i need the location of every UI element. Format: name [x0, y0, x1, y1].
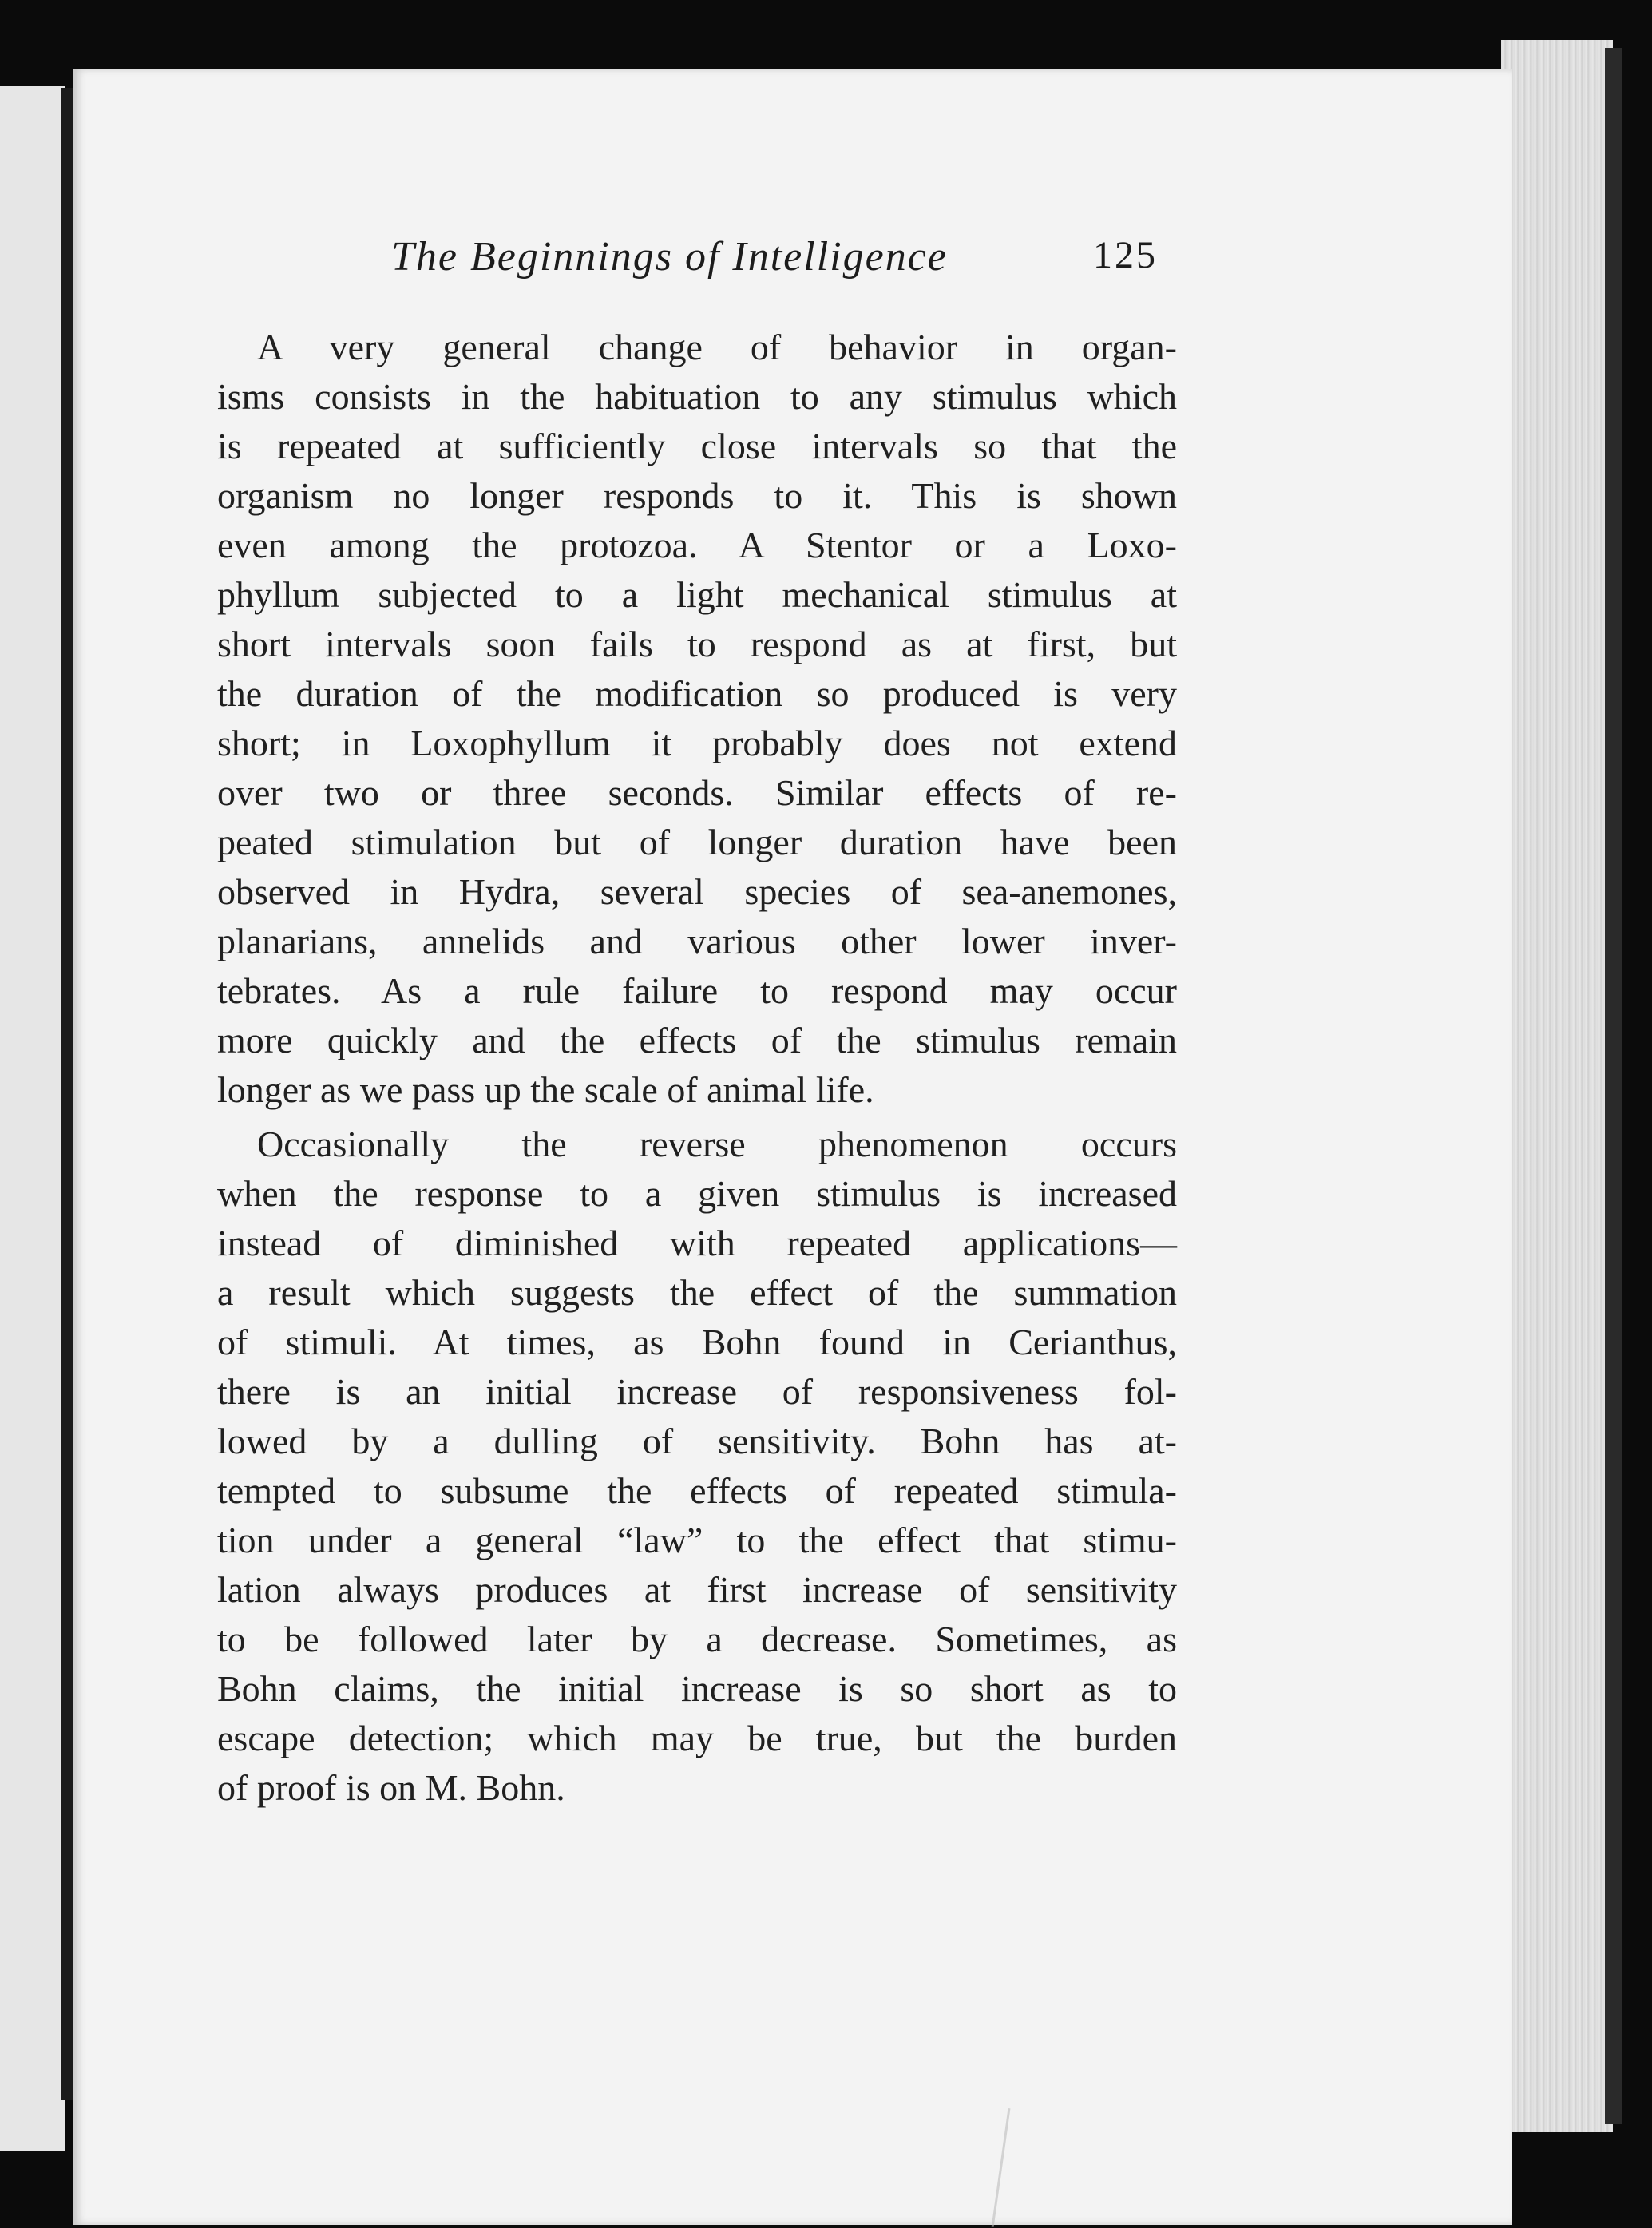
text-line: planarians, annelids and various other lower inver-: [217, 921, 1177, 961]
text-line: of proof is on M. Bohn.: [217, 1767, 565, 1808]
text-line: tion under a general “law” to the effect that stimu-: [217, 1520, 1177, 1560]
text-line: organism no longer responds to it. This is shown: [217, 475, 1177, 516]
text-line: observed in Hydra, several species of sea-anemones,: [217, 871, 1177, 912]
text-line: lation always produces at first increase of sensitivity: [217, 1569, 1177, 1610]
text-line: short intervals soon fails to respond as at first, but: [217, 624, 1177, 664]
text-line: short; in Loxophyllum it probably does not extend: [217, 723, 1177, 763]
left-page-edge: [0, 86, 65, 2151]
paragraph-1: [217, 323, 1177, 1115]
body-text: [217, 323, 1177, 1818]
text-line: the duration of the modification so produced is very: [217, 673, 1177, 714]
running-title: The Beginnings of Intelligence: [391, 234, 948, 279]
text-line: when the response to a given stimulus is increased: [217, 1173, 1177, 1214]
text-line: even among the protozoa. A Stentor or a Loxo-: [217, 525, 1177, 565]
text-line: to be followed later by a decrease. Sometimes, as: [217, 1619, 1177, 1659]
text-line: A very general change of behavior in organ-: [257, 327, 1177, 367]
text-line: phyllum subjected to a light mechanical stimulus at: [217, 574, 1177, 615]
page-edges-stack: [1501, 40, 1613, 2132]
running-head: [391, 233, 1158, 289]
text-line: peated stimulation but of longer duration have been: [217, 822, 1177, 862]
text-line: tebrates. As a rule failure to respond may occur: [217, 970, 1177, 1011]
text-line: more quickly and the effects of the stimulus remain: [217, 1020, 1177, 1060]
text-line: tempted to subsume the effects of repeated stimula-: [217, 1470, 1177, 1511]
text-line: escape detection; which may be true, but the burden: [217, 1718, 1177, 1758]
page-edges-shadow: [1605, 48, 1622, 2124]
text-line: lowed by a dulling of sensitivity. Bohn has at-: [217, 1421, 1177, 1461]
page-number: 125: [1093, 234, 1158, 276]
text-line: of stimuli. At times, as Bohn found in Cerianthus,: [217, 1322, 1177, 1362]
text-line: there is an initial increase of responsiveness fol-: [217, 1371, 1177, 1412]
text-line: is repeated at sufficiently close intervals so that the: [217, 426, 1177, 466]
text-line: over two or three seconds. Similar effects of re-: [217, 772, 1177, 813]
text-line: isms consists in the habituation to any stimulus which: [217, 376, 1177, 417]
text-line: Bohn claims, the initial increase is so short as to: [217, 1668, 1177, 1709]
paragraph-2: [217, 1120, 1177, 1813]
text-line: instead of diminished with repeated applications—: [217, 1223, 1177, 1263]
text-line: a result which suggests the effect of the summation: [217, 1272, 1177, 1313]
text-line: longer as we pass up the scale of animal life.: [217, 1069, 874, 1110]
text-line: Occasionally the reverse phenomenon occurs: [257, 1124, 1177, 1164]
